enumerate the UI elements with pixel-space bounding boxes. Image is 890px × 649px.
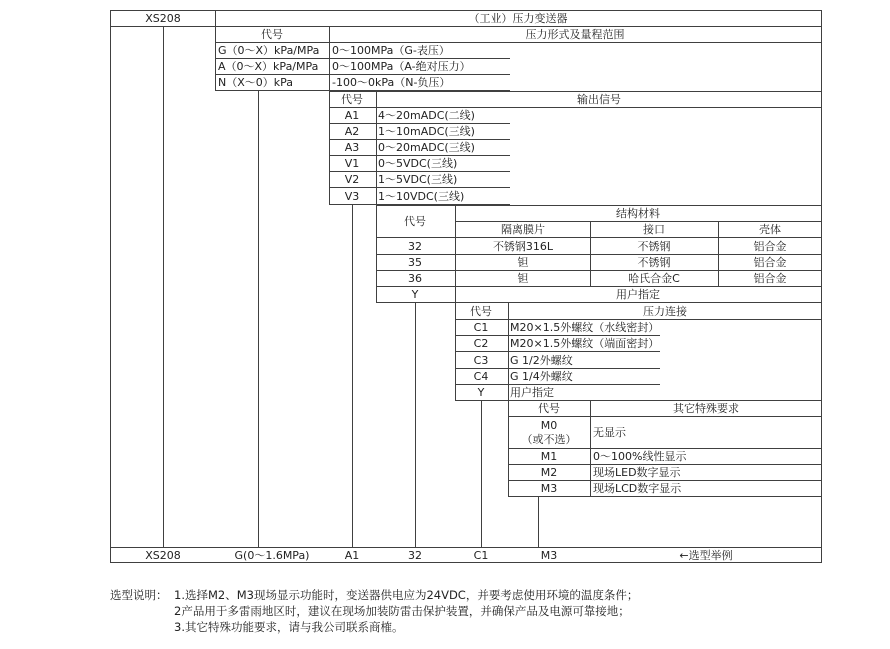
pressure-code-n: N（X～0）kPa [218, 76, 294, 89]
note-item-2: 2产品用于多雷雨地区时，建议在现场加装防雷击保护装置，并确保产品及电源可靠接地； [174, 604, 630, 618]
output-code-a3: A3 [344, 141, 360, 154]
extra-code-m3: M3 [540, 482, 558, 495]
note-item-3: 3.其它特殊功能要求，请与我公司联系商榷。 [174, 620, 404, 634]
connection-code-c1: C1 [473, 321, 489, 334]
connection-code-header: 代号 [470, 305, 492, 318]
example-connection: C1 [473, 549, 489, 562]
extra-code-m2: M2 [540, 466, 558, 479]
extra-desc-m3: 现场LCD数字显示 [593, 482, 682, 495]
extra-desc-m2: 现场LED数字显示 [593, 466, 681, 479]
material-diaphragm-35: 钽 [517, 256, 529, 269]
example-material: 32 [408, 549, 422, 562]
model-header: XS208 [145, 12, 181, 25]
connection-desc-header: 压力连接 [643, 305, 687, 318]
material-port-32: 不锈钢 [637, 240, 671, 253]
extra-code-m0: M0 [540, 419, 558, 432]
material-col-port: 接口 [643, 223, 665, 236]
material-code-32: 32 [408, 240, 422, 253]
material-housing-36: 铝合金 [753, 272, 787, 285]
material-diaphragm-32: 不锈钢316L [492, 240, 554, 253]
output-desc-header: 输出信号 [577, 93, 621, 106]
material-col-housing: 壳体 [759, 223, 781, 236]
output-code-header: 代号 [341, 93, 363, 106]
connection-desc-y: 用户指定 [510, 386, 554, 399]
product-title: （工业）压力变送器 [468, 12, 568, 25]
extra-desc-m1: 0～100%线性显示 [593, 450, 687, 463]
pressure-desc-a: 0～100MPa（A-绝对压力） [332, 60, 471, 73]
output-code-a1: A1 [344, 109, 360, 122]
note-item-1: 1.选择M2、M3现场显示功能时，变送器供电应为24VDC，并要考虑使用环境的温度条件； [174, 588, 639, 602]
output-code-v2: V2 [344, 173, 360, 186]
extra-code-m1: M1 [540, 450, 558, 463]
example-model: XS208 [145, 549, 181, 562]
connection-code-c4: C4 [473, 370, 489, 383]
example-output: A1 [344, 549, 360, 562]
pressure-desc-g: 0～100MPa（G-表压） [332, 44, 450, 57]
material-col-diaphragm: 隔离膜片 [501, 223, 545, 236]
material-code-36: 36 [408, 272, 422, 285]
output-desc-v1: 0～5VDC(三线) [378, 157, 458, 170]
output-desc-v3: 1～10VDC(三线) [378, 190, 465, 203]
extra-desc-header: 其它特殊要求 [673, 402, 739, 415]
extra-desc-m0: 无显示 [593, 426, 626, 439]
pressure-code-header: 代号 [261, 28, 283, 41]
output-code-a2: A2 [344, 125, 360, 138]
material-code-35: 35 [408, 256, 422, 269]
connection-code-y: Y [477, 386, 485, 399]
extra-code-m0-note: （或不选） [521, 433, 577, 446]
material-housing-32: 铝合金 [753, 240, 787, 253]
output-code-v1: V1 [344, 157, 360, 170]
material-desc-y: 用户指定 [616, 288, 660, 301]
material-housing-35: 铝合金 [753, 256, 787, 269]
material-desc-header: 结构材料 [616, 207, 660, 220]
example-extra: M3 [540, 549, 558, 562]
connection-code-c3: C3 [473, 354, 489, 367]
connection-desc-c3: G 1/2外螺纹 [510, 354, 573, 367]
output-desc-a2: 1～10mADC(三线) [378, 125, 475, 138]
pressure-code-a: A（0～X）kPa/MPa [218, 60, 319, 73]
example-pressure: G(0～1.6MPa) [234, 549, 310, 562]
connection-desc-c4: G 1/4外螺纹 [510, 370, 573, 383]
material-diaphragm-36: 钽 [517, 272, 529, 285]
pressure-desc-header: 压力形式及量程范围 [525, 28, 625, 41]
output-code-v3: V3 [344, 190, 360, 203]
pressure-desc-n: -100～0kPa（N-负压） [332, 76, 451, 89]
output-desc-v2: 1～5VDC(三线) [378, 173, 458, 186]
material-port-35: 不锈钢 [637, 256, 671, 269]
extra-code-header: 代号 [538, 402, 560, 415]
output-desc-a3: 0～20mADC(三线) [378, 141, 475, 154]
pressure-code-g: G（0～X）kPa/MPa [218, 44, 320, 57]
connection-code-c2: C2 [473, 337, 489, 350]
connection-desc-c1: M20×1.5外螺纹（水线密封） [510, 321, 660, 334]
material-code-y: Y [411, 288, 419, 301]
connection-desc-c2: M20×1.5外螺纹（端面密封） [510, 337, 660, 350]
example-label: ←选型举例 [679, 549, 733, 562]
notes-prefix: 选型说明： [110, 588, 168, 602]
material-code-header: 代号 [404, 215, 426, 228]
material-port-36: 哈氏合金C [628, 272, 680, 285]
output-desc-a1: 4～20mADC(二线) [378, 109, 475, 122]
